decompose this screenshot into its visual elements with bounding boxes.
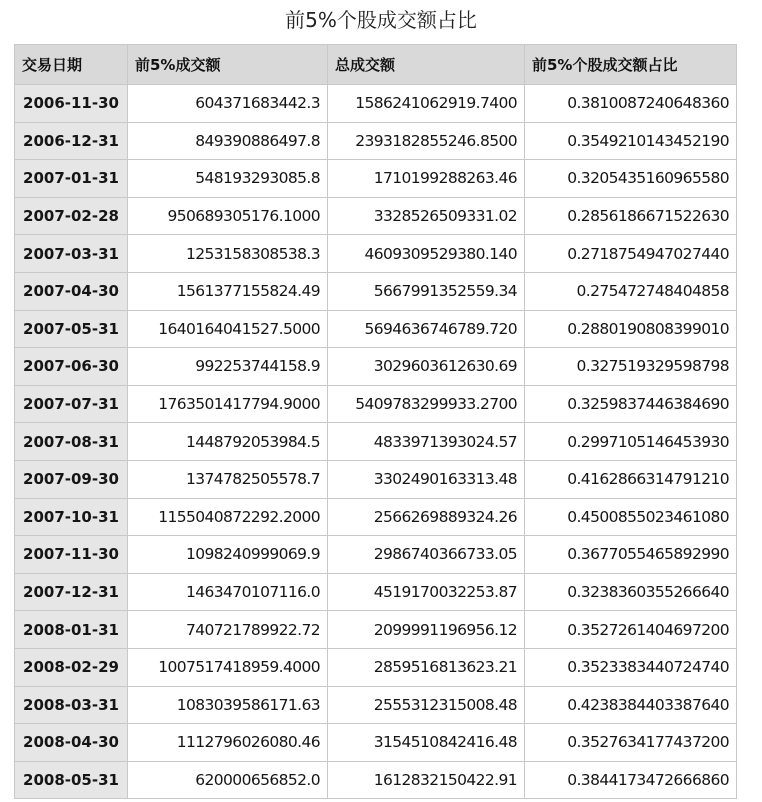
header-total-amount: 总成交额 [328,45,525,85]
table-title: 前5%个股成交额占比 [285,8,477,32]
cell-top5-amount: 992253744158.9 [128,348,328,386]
cell-ratio: 0.2997105146453930 [525,423,737,461]
cell-total-amount: 4609309529380.140 [328,235,525,273]
cell-total-amount: 4833971393024.57 [328,423,525,461]
cell-date: 2008-01-31 [15,611,128,649]
cell-total-amount: 2099991196956.12 [328,611,525,649]
cell-total-amount: 1710199288263.46 [328,160,525,198]
cell-date: 2007-03-31 [15,235,128,273]
cell-total-amount: 3302490163313.48 [328,460,525,498]
cell-total-amount: 2859516813623.21 [328,648,525,686]
cell-ratio: 0.3677055465892990 [525,536,737,574]
table-header [15,45,737,85]
table-row [15,423,737,461]
cell-date: 2006-12-31 [15,122,128,160]
cell-date: 2007-11-30 [15,536,128,574]
table-row [15,122,737,160]
cell-total-amount: 5667991352559.34 [328,272,525,310]
cell-ratio: 0.3527634177437200 [525,724,737,762]
cell-date: 2007-02-28 [15,197,128,235]
cell-top5-amount: 1448792053984.5 [128,423,328,461]
cell-total-amount: 1586241062919.7400 [328,85,525,123]
cell-date: 2007-01-31 [15,160,128,198]
cell-ratio: 0.3238360355266640 [525,573,737,611]
cell-ratio: 0.4162866314791210 [525,460,737,498]
cell-top5-amount: 604371683442.3 [128,85,328,123]
cell-total-amount: 5409783299933.2700 [328,385,525,423]
cell-total-amount: 3154510842416.48 [328,724,525,762]
cell-top5-amount: 1155040872292.2000 [128,498,328,536]
cell-total-amount: 2986740366733.05 [328,536,525,574]
cell-ratio: 0.2880190808399010 [525,310,737,348]
cell-ratio: 0.4500855023461080 [525,498,737,536]
cell-total-amount: 3328526509331.02 [328,197,525,235]
header-top5-amount: 前5%成交额 [128,45,328,85]
cell-ratio: 0.3810087240648360 [525,85,737,123]
cell-top5-amount: 950689305176.1000 [128,197,328,235]
cell-top5-amount: 740721789922.72 [128,611,328,649]
cell-top5-amount: 1463470107116.0 [128,573,328,611]
table-row [15,348,737,386]
cell-date: 2007-12-31 [15,573,128,611]
cell-total-amount: 4519170032253.87 [328,573,525,611]
table-row [15,385,737,423]
cell-top5-amount: 1007517418959.4000 [128,648,328,686]
table-body [15,85,737,799]
table-row [15,724,737,762]
cell-ratio: 0.3844173472666860 [525,761,737,799]
cell-top5-amount: 1083039586171.63 [128,686,328,724]
cell-date: 2006-11-30 [15,85,128,123]
cell-date: 2007-10-31 [15,498,128,536]
table-row [15,160,737,198]
cell-date: 2007-04-30 [15,272,128,310]
cell-top5-amount: 1253158308538.3 [128,235,328,273]
cell-total-amount: 2566269889324.26 [328,498,525,536]
table-row [15,498,737,536]
cell-top5-amount: 849390886497.8 [128,122,328,160]
cell-total-amount: 5694636746789.720 [328,310,525,348]
data-table-container [14,44,738,799]
cell-date: 2008-03-31 [15,686,128,724]
table-row [15,686,737,724]
cell-ratio: 0.4238384403387640 [525,686,737,724]
cell-top5-amount: 1098240999069.9 [128,536,328,574]
cell-date: 2007-07-31 [15,385,128,423]
cell-top5-amount: 1112796026080.46 [128,724,328,762]
data-table [14,44,737,799]
cell-ratio: 0.3259837446384690 [525,385,737,423]
cell-ratio: 0.3523383440724740 [525,648,737,686]
header-ratio: 前5%个股成交额占比 [525,45,737,85]
cell-top5-amount: 620000656852.0 [128,761,328,799]
table-row [15,85,737,123]
cell-top5-amount: 1374782505578.7 [128,460,328,498]
cell-date: 2008-02-29 [15,648,128,686]
cell-total-amount: 1612832150422.91 [328,761,525,799]
cell-date: 2007-09-30 [15,460,128,498]
table-row [15,573,737,611]
header-row [15,45,737,85]
table-row [15,761,737,799]
table-row [15,536,737,574]
cell-ratio: 0.3527261404697200 [525,611,737,649]
cell-total-amount: 2393182855246.8500 [328,122,525,160]
table-row [15,235,737,273]
cell-date: 2007-08-31 [15,423,128,461]
cell-ratio: 0.2718754947027440 [525,235,737,273]
cell-date: 2008-05-31 [15,761,128,799]
table-row [15,310,737,348]
table-row [15,648,737,686]
cell-date: 2007-05-31 [15,310,128,348]
cell-top5-amount: 1640164041527.5000 [128,310,328,348]
cell-top5-amount: 1561377155824.49 [128,272,328,310]
cell-ratio: 0.3549210143452190 [525,122,737,160]
cell-date: 2007-06-30 [15,348,128,386]
cell-total-amount: 3029603612630.69 [328,348,525,386]
cell-ratio: 0.275472748404858 [525,272,737,310]
cell-ratio: 0.3205435160965580 [525,160,737,198]
cell-total-amount: 2555312315008.48 [328,686,525,724]
cell-date: 2008-04-30 [15,724,128,762]
header-date: 交易日期 [15,45,128,85]
cell-ratio: 0.327519329598798 [525,348,737,386]
table-row [15,272,737,310]
cell-top5-amount: 548193293085.8 [128,160,328,198]
cell-top5-amount: 1763501417794.9000 [128,385,328,423]
cell-ratio: 0.2856186671522630 [525,197,737,235]
table-row [15,460,737,498]
table-row [15,197,737,235]
table-row [15,611,737,649]
